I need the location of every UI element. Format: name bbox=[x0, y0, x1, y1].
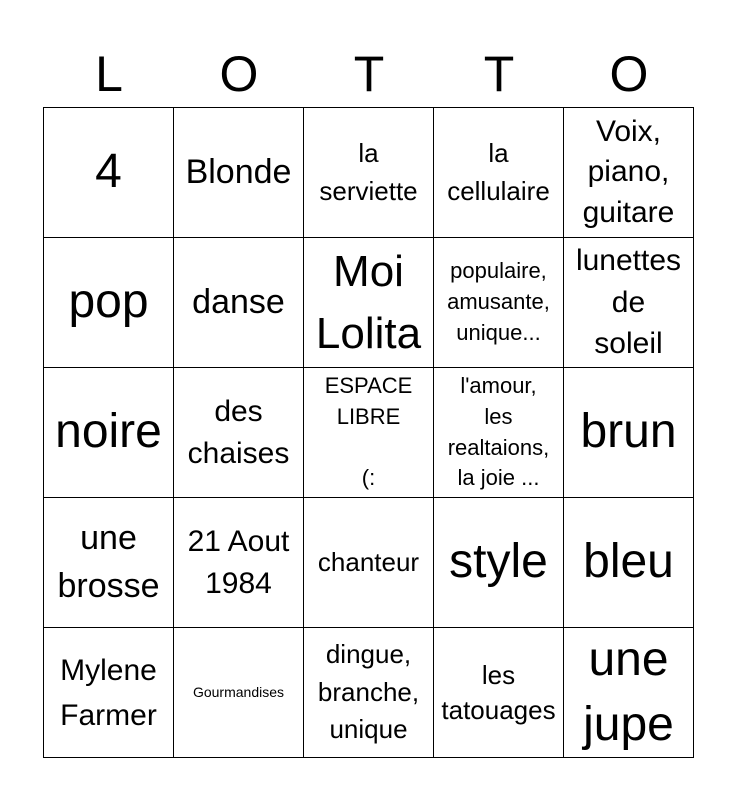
cell-text: dingue, branche, unique bbox=[317, 638, 420, 745]
cell-text: une brosse bbox=[57, 518, 160, 605]
bingo-cell[interactable] bbox=[304, 238, 434, 368]
cell-text: 21 Aout 1984 bbox=[187, 525, 290, 600]
cell-text: l'amour, les realtaions, la joie ... bbox=[447, 372, 550, 491]
cell-text: style bbox=[449, 535, 548, 589]
bingo-cell[interactable] bbox=[44, 498, 174, 628]
cell-text: les tatouages bbox=[441, 660, 556, 725]
bingo-cell[interactable] bbox=[174, 368, 304, 498]
cell-text: populaire, amusante, unique... bbox=[447, 258, 550, 345]
bingo-cell[interactable] bbox=[564, 628, 694, 758]
bingo-cell[interactable] bbox=[44, 368, 174, 498]
cell-text: pop bbox=[68, 275, 149, 329]
cell-text: Voix, piano, guitare bbox=[582, 114, 675, 229]
cell-text: la serviette bbox=[319, 137, 418, 206]
header-letter: O bbox=[219, 46, 259, 102]
header-letter: T bbox=[353, 46, 385, 102]
bingo-cell[interactable] bbox=[304, 498, 434, 628]
bingo-cell[interactable] bbox=[304, 108, 434, 238]
bingo-cell[interactable] bbox=[434, 108, 564, 238]
bingo-cell[interactable] bbox=[434, 368, 564, 498]
bingo-cell[interactable] bbox=[564, 368, 694, 498]
cell-text: Moi Lolita bbox=[315, 246, 422, 358]
cell-text: Blonde bbox=[185, 153, 292, 192]
cell-text: bleu bbox=[583, 535, 674, 589]
cell-text: ESPACE LIBRE (: bbox=[324, 372, 413, 491]
bingo-cell[interactable] bbox=[174, 498, 304, 628]
bingo-cell[interactable] bbox=[44, 238, 174, 368]
cell-text: une jupe bbox=[583, 632, 674, 751]
bingo-cell[interactable] bbox=[564, 108, 694, 238]
cell-text: lunettes de soleil bbox=[575, 244, 682, 361]
bingo-cell[interactable] bbox=[174, 628, 304, 758]
bingo-cell[interactable] bbox=[434, 498, 564, 628]
cell-text: Gourmandises bbox=[192, 684, 285, 701]
header-letter: O bbox=[609, 46, 649, 102]
cell-text: Mylene Farmer bbox=[60, 653, 157, 732]
bingo-cell[interactable] bbox=[434, 628, 564, 758]
bingo-cell[interactable] bbox=[564, 238, 694, 368]
bingo-cell[interactable] bbox=[304, 628, 434, 758]
bingo-cell[interactable] bbox=[434, 238, 564, 368]
bingo-cell[interactable] bbox=[44, 108, 174, 238]
header-letter: T bbox=[483, 46, 515, 102]
cell-text: brun bbox=[580, 405, 677, 459]
header-letter: L bbox=[95, 46, 123, 102]
cell-text: des chaises bbox=[187, 394, 290, 470]
cell-text: la cellulaire bbox=[447, 137, 550, 206]
cell-text: danse bbox=[192, 283, 285, 322]
cell-text: chanteur bbox=[317, 546, 420, 577]
bingo-grid bbox=[43, 107, 694, 758]
cell-text: 4 bbox=[95, 145, 122, 199]
cell-text: noire bbox=[55, 405, 162, 459]
bingo-cell[interactable] bbox=[174, 238, 304, 368]
bingo-cell[interactable] bbox=[174, 108, 304, 238]
bingo-cell[interactable] bbox=[564, 498, 694, 628]
bingo-header bbox=[44, 40, 694, 108]
bingo-cell[interactable] bbox=[44, 628, 174, 758]
bingo-cell[interactable] bbox=[304, 368, 434, 498]
